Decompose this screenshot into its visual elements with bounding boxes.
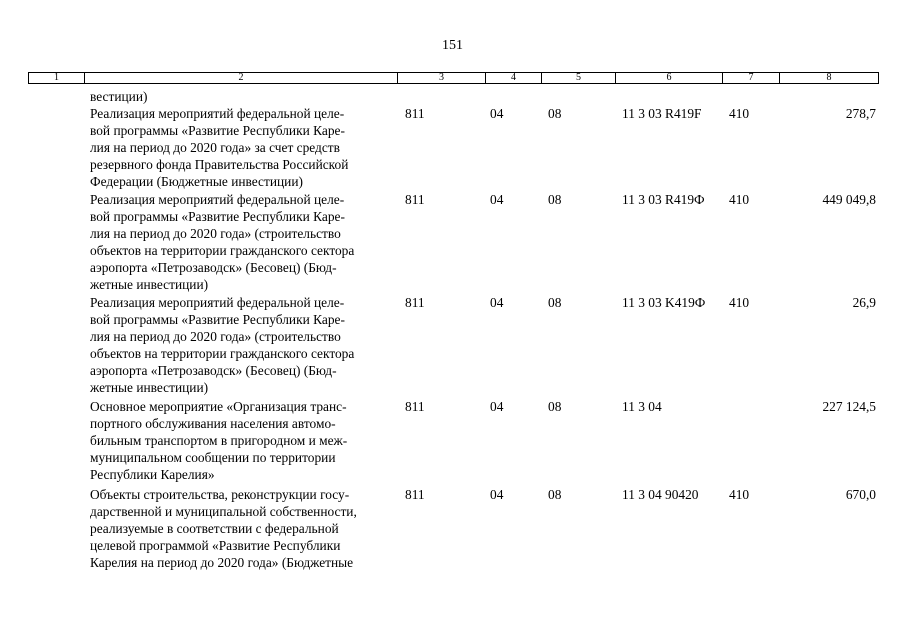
description-line: Карелия на период до 2020 года» (Бюджетные (90, 555, 354, 570)
section-code: 04 (490, 487, 504, 502)
description-line: объектов на территории гражданского сектора (90, 243, 355, 258)
target-item-code: 11 3 03 R419Ф (622, 192, 705, 207)
description-line: вой программы «Развитие Республики Каре- (90, 312, 345, 327)
description-line: лия на период до 2020 года» (строительство (90, 226, 341, 241)
row-description (90, 294, 395, 396)
description-line: вой программы «Развитие Республики Каре- (90, 123, 345, 138)
expense-type-code: 410 (729, 106, 750, 121)
description-line: объектов на территории гражданского сектора (90, 346, 355, 361)
description-line: целевой программой «Развитие Республики (90, 538, 341, 553)
description-line: Объекты строительства, реконструкции госу- (90, 487, 350, 502)
target-item-code: 11 3 03 K419Ф (622, 295, 706, 310)
description-line: муниципальном сообщении по территории (90, 450, 336, 465)
description-line: реализуемые в соответствии с федеральной (90, 521, 339, 536)
ministry-code: 811 (405, 295, 425, 310)
target-item-code: 11 3 04 90420 (622, 487, 699, 502)
description-line: Федерации (Бюджетные инвестиции) (90, 174, 303, 189)
row-description (90, 486, 395, 571)
expense-type-code: 410 (729, 487, 750, 502)
amount: 26,9 (852, 295, 876, 310)
description-line: Реализация мероприятий федеральной целе- (90, 106, 345, 121)
row-description (90, 191, 395, 293)
column-header-8: 8 (826, 72, 832, 83)
description-line: Основное мероприятие «Организация транс- (90, 399, 347, 414)
description-line: вой программы «Развитие Республики Каре- (90, 209, 345, 224)
expense-type-code: 410 (729, 192, 750, 207)
description-line: лия на период до 2020 года» (строительство (90, 329, 341, 344)
subsection-code: 08 (548, 399, 562, 414)
section-code: 04 (490, 106, 504, 121)
amount: 449 049,8 (822, 192, 876, 207)
column-header-7: 7 (723, 73, 780, 83)
ministry-code: 811 (405, 487, 425, 502)
row-description (90, 105, 395, 190)
ministry-code: 811 (405, 399, 425, 414)
amount: 670,0 (845, 487, 876, 502)
section-code: 04 (490, 399, 504, 414)
description-line: портного обслуживания населения автомо- (90, 416, 336, 431)
column-header-row (28, 72, 879, 84)
target-item-code: 11 3 03 R419F (622, 106, 702, 121)
subsection-code: 08 (548, 106, 562, 121)
continuation-text: вестиции) (90, 89, 148, 104)
column-header-3: 3 (398, 73, 486, 83)
page-number: 151 (442, 38, 463, 53)
row-description (90, 398, 395, 483)
description-line: дарственной и муниципальной собственности, (90, 504, 357, 519)
amount: 227 124,5 (822, 399, 876, 414)
description-line: лия на период до 2020 года» за счет средств (90, 140, 340, 155)
description-line: Республики Карелия» (90, 467, 215, 482)
ministry-code: 811 (405, 106, 425, 121)
subsection-code: 08 (548, 295, 562, 310)
description-line: аэропорта «Петрозаводск» (Бесовец) (Бюд- (90, 363, 337, 378)
subsection-code: 08 (548, 487, 562, 502)
description-line: жетные инвестиции) (90, 277, 209, 292)
column-header-1: 1 (29, 73, 85, 83)
subsection-code: 08 (548, 192, 562, 207)
section-code: 04 (490, 192, 504, 207)
description-line: Реализация мероприятий федеральной целе- (90, 295, 345, 310)
ministry-code: 811 (405, 192, 425, 207)
description-line: бильным транспортом в пригородном и меж- (90, 433, 348, 448)
column-header-6: 6 (616, 73, 723, 83)
amount: 278,7 (845, 106, 876, 121)
section-code: 04 (490, 295, 504, 310)
description-line: резервного фонда Правительства Российской (90, 157, 349, 172)
column-header-5: 5 (542, 73, 616, 83)
expense-type-code: 410 (729, 295, 750, 310)
description-line: аэропорта «Петрозаводск» (Бесовец) (Бюд- (90, 260, 337, 275)
target-item-code: 11 3 04 (622, 399, 662, 414)
column-header-2: 2 (85, 73, 398, 83)
description-line: Реализация мероприятий федеральной целе- (90, 192, 345, 207)
column-header-4: 4 (486, 73, 542, 83)
description-line: жетные инвестиции) (90, 380, 209, 395)
